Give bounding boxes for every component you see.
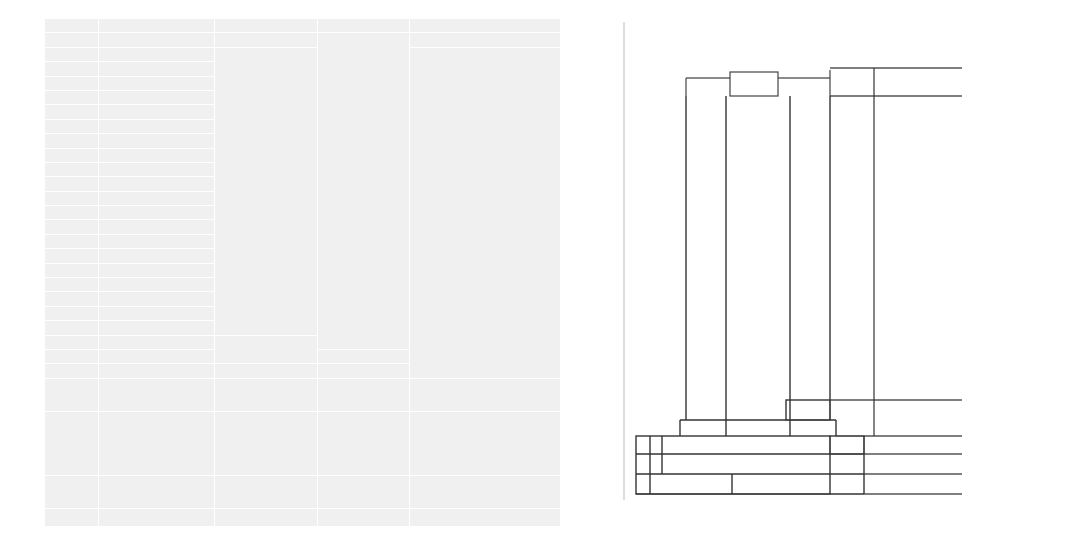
area-cell [99, 278, 215, 292]
area-cell [99, 47, 215, 61]
area-cell [99, 349, 215, 363]
floor-cell [45, 105, 99, 119]
header-area [99, 19, 215, 33]
floor-cell [45, 90, 99, 104]
floor-cell [45, 162, 99, 176]
podium-and-basements [636, 400, 864, 494]
floor-cell [45, 206, 99, 220]
floor-cell [45, 349, 99, 363]
note-cell-b3 [410, 475, 561, 508]
total-note-blank [410, 508, 561, 526]
floor-cell [45, 191, 99, 205]
area-cell [99, 234, 215, 248]
area-cell [99, 292, 215, 306]
parking-cell-1f [318, 349, 410, 363]
header-use [215, 19, 318, 33]
parking-cell-b2 [318, 411, 410, 475]
parking-cell-mezz [318, 364, 410, 378]
floor-cell [45, 33, 99, 47]
total-parking [318, 508, 410, 526]
table-header-row [45, 19, 561, 33]
floor-cell [45, 76, 99, 90]
table-row [45, 475, 561, 508]
area-cell [99, 378, 215, 411]
area-cell [99, 105, 215, 119]
note-cell-b1 [410, 378, 561, 411]
floor-cell [45, 321, 99, 335]
area-cell [99, 148, 215, 162]
floor-cell [45, 249, 99, 263]
floor-cell [45, 62, 99, 76]
floor-cell [45, 134, 99, 148]
floor-cell [45, 378, 99, 411]
use-cell-office [215, 47, 318, 335]
tower-outline [686, 96, 830, 436]
area-cell [99, 475, 215, 508]
area-cell [99, 177, 215, 191]
floor-cell [45, 119, 99, 133]
area-cell [99, 249, 215, 263]
floor-cell [45, 411, 99, 475]
floor-cell [45, 220, 99, 234]
parking-cell-b1 [318, 378, 410, 411]
total-use-blank [215, 508, 318, 526]
parking-cell-b3 [318, 475, 410, 508]
floor-cell [45, 306, 99, 320]
area-cell [99, 134, 215, 148]
header-notes [410, 19, 561, 33]
area-cell [99, 90, 215, 104]
table-row [45, 378, 561, 411]
use-cell-commercial [215, 335, 318, 364]
area-cell [99, 62, 215, 76]
area-cell [99, 263, 215, 277]
parking-cell-upper [318, 33, 410, 350]
floor-cell [45, 278, 99, 292]
floor-cell [45, 47, 99, 61]
roof-structure [686, 70, 830, 96]
floor-cell [45, 234, 99, 248]
area-cell [99, 33, 215, 47]
table-row [45, 33, 561, 47]
area-cell [99, 119, 215, 133]
area-cell [99, 411, 215, 475]
floor-area-table [44, 18, 561, 527]
area-cell [99, 191, 215, 205]
note-cell-23 [410, 33, 561, 47]
total-row [45, 508, 561, 526]
floor-cell [45, 475, 99, 508]
note-cell-b2 [410, 411, 561, 475]
area-cell [99, 76, 215, 90]
area-cell [99, 220, 215, 234]
floor-cell [45, 335, 99, 349]
header-parking [318, 19, 410, 33]
total-label [45, 508, 99, 526]
floor-cell [45, 364, 99, 378]
area-cell [99, 162, 215, 176]
floor-cell [45, 177, 99, 191]
header-floor [45, 19, 99, 33]
floor-cell [45, 263, 99, 277]
use-cell-23 [215, 33, 318, 47]
label-leader-lines [830, 68, 962, 494]
area-cell [99, 364, 215, 378]
table-row [45, 47, 561, 61]
area-cell [99, 335, 215, 349]
use-cell-b1 [215, 378, 318, 411]
table-row [45, 411, 561, 475]
building-section-diagram [600, 0, 1080, 534]
floor-cell [45, 292, 99, 306]
area-cell [99, 206, 215, 220]
area-cell [99, 306, 215, 320]
area-cell [99, 321, 215, 335]
floor-cell [45, 148, 99, 162]
use-cell-mezz [215, 364, 318, 378]
note-cell-blank [410, 47, 561, 378]
use-cell-b2 [215, 411, 318, 475]
use-cell-b3 [215, 475, 318, 508]
total-area [99, 508, 215, 526]
